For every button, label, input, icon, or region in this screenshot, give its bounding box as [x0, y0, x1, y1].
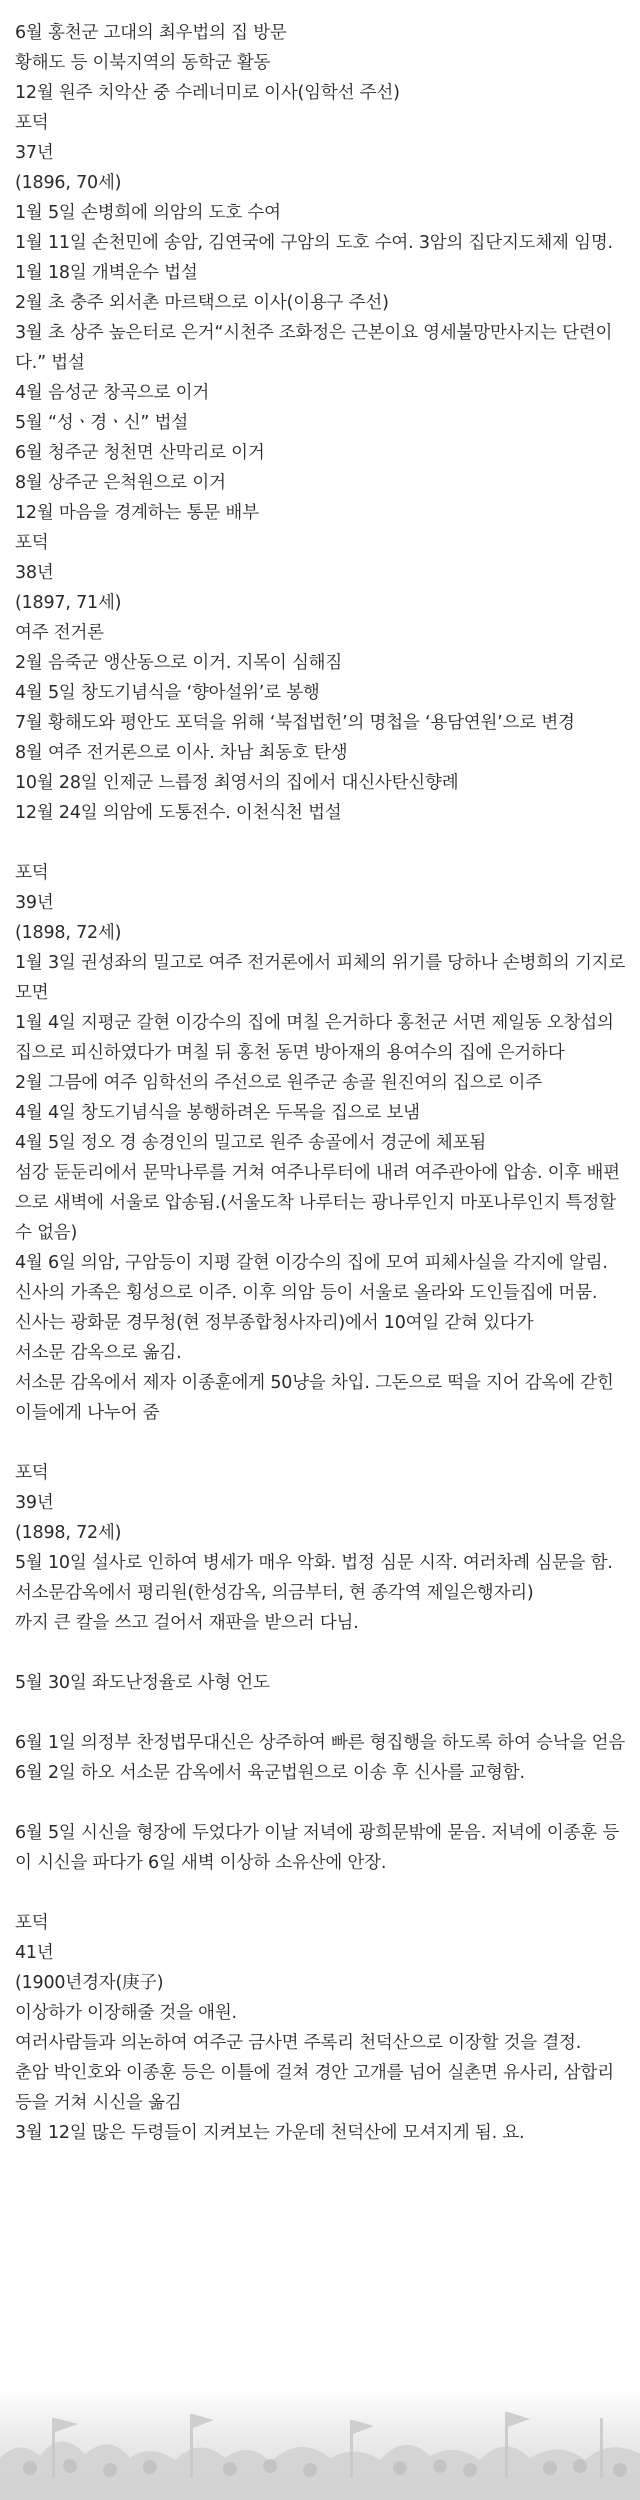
text-line: 8월 상주군 은척원으로 이거 — [15, 473, 226, 493]
text-line: 서소문감옥에서 평리원(한성감옥, 의금부터, 현 종각역 제일은행자리) — [15, 1583, 534, 1603]
text-line: 10월 28일 인제군 느릅정 최영서의 집에서 대신사탄신향례 — [15, 773, 459, 793]
text-line: 6월 1일 의정부 찬정법무대신은 상주하여 빠른 형집행을 하도록 하여 승낙을 얻음 — [15, 1733, 626, 1753]
document-body — [15, 18, 627, 2148]
text-line: 4월 4일 창도기념식을 봉행하려온 두목을 집으로 보냄 — [15, 1103, 420, 1123]
text-line: 6월 홍천군 고대의 최우법의 집 방문 — [15, 23, 287, 43]
text-line: 12월 원주 치악산 중 수레너미로 이사(임학선 주선) — [15, 83, 400, 103]
text-line: (1898, 72세) — [15, 1523, 122, 1543]
text-line: (1897, 71세) — [15, 593, 122, 613]
text-line: 2월 그믐에 여주 임학선의 주선으로 원주군 송골 원진여의 집으로 이주 — [15, 1073, 542, 1093]
text-line: 39년 — [15, 1493, 54, 1513]
text-line: 까지 큰 칼을 쓰고 걸어서 재판을 받으러 다님. — [15, 1613, 359, 1633]
text-line: 포덕 — [15, 863, 49, 883]
text-line: 6월 청주군 청천면 산막리로 이거 — [15, 443, 265, 463]
text-line: 12월 마음을 경계하는 통문 배부 — [15, 503, 259, 523]
text-line: 6월 2일 하오 서소문 감옥에서 육군법원으로 이송 후 신사를 교형함. — [15, 1763, 525, 1783]
text-line: 6월 5일 시신을 형장에 두었다가 이날 저녁에 광희문밖에 묻음. 저녁에 이종훈 등이 시신을 파다가 6일 새벽 이상하 소유산에 안장. — [15, 1823, 620, 1873]
text-line: 3월 12일 많은 두령들이 지켜보는 가운데 천덕산에 모셔지게 됨. 요. — [15, 2123, 525, 2143]
text-line: (1896, 70세) — [15, 173, 122, 193]
text-line: 38년 — [15, 563, 54, 583]
text-line: 포덕 — [15, 533, 49, 553]
text-line: 섬강 둔둔리에서 문막나루를 거쳐 여주나루터에 내려 여주관아에 압송. 이후 배편으로 새벽에 서울로 압송됨.(서울도착 나루터는 광나루인지 마포나루인지 특정할수 없음) — [15, 1163, 620, 1243]
footer-decorative-image — [0, 2388, 640, 2500]
text-line: 4월 5일 정오 경 송경인의 밀고로 원주 송골에서 경군에 체포됨 — [15, 1133, 487, 1153]
blank-line — [15, 1878, 627, 1908]
text-line: 1월 18일 개벽운수 법설 — [15, 263, 198, 283]
crowd-silhouette-image — [0, 2388, 640, 2500]
text-line: 1월 3일 권성좌의 밀고로 여주 전거론에서 피체의 위기를 당하나 손병희의 기지로 모면 — [15, 953, 626, 1003]
text-line: 이상하가 이장해줄 것을 애원. — [15, 2003, 237, 2023]
text-line: 포덕 — [15, 1463, 49, 1483]
text-line: 8월 여주 전거론으로 이사. 차남 최동호 탄생 — [15, 743, 348, 763]
text-line: 서소문 감옥으로 옮김. — [15, 1343, 182, 1363]
text-line: 5월 30일 좌도난정율로 사형 언도 — [15, 1673, 270, 1693]
text-line: (1898, 72세) — [15, 923, 122, 943]
text-line: 춘암 박인호와 이종훈 등은 이틀에 걸쳐 경안 고개를 넘어 실촌면 유사리, 삼합리 등을 거쳐 시신을 옮김 — [15, 2063, 614, 2113]
blank-line — [15, 1788, 627, 1818]
text-line: 4월 6일 의암, 구암등이 지평 갈현 이강수의 집에 모여 피체사실을 각지에 알림. — [15, 1253, 608, 1273]
text-line: 신사의 가족은 횡성으로 이주. 이후 의암 등이 서울로 올라와 도인들집에 머뭄. — [15, 1283, 598, 1303]
text-line: 황해도 등 이북지역의 동학군 활동 — [15, 53, 271, 73]
text-line: 1월 4일 지평군 갈현 이강수의 집에 며칠 은거하다 홍천군 서면 제일동 오창섭의 집으로 피신하였다가 며칠 뒤 홍천 동면 방아재의 용여수의 집에 은거하다 — [15, 1013, 614, 1063]
text-line: 2월 초 충주 외서촌 마르택으로 이사(이용구 주선) — [15, 293, 389, 313]
blank-line — [15, 1638, 627, 1668]
text-line: 1월 11일 손천민에 송암, 김연국에 구암의 도호 수여. 3암의 집단지도체제 임명. — [15, 233, 613, 253]
text-line: 여주 전거론 — [15, 623, 104, 643]
text-line: 39년 — [15, 893, 54, 913]
blank-line — [15, 1698, 627, 1728]
blank-line — [15, 828, 627, 858]
text-line: 신사는 광화문 경무청(현 정부종합청사자리)에서 10여일 갇혀 있다가 — [15, 1313, 534, 1333]
text-line: 37년 — [15, 143, 54, 163]
text-line: 3월 초 상주 높은터로 은거“시천주 조화정은 근본이요 영세불망만사지는 단련이다.” 법설 — [15, 323, 613, 373]
text-line: 5월 10일 설사로 인하여 병세가 매우 악화. 법정 심문 시작. 여러차례 심문을 함. — [15, 1553, 613, 1573]
blank-line — [15, 1428, 627, 1458]
text-line: 41년 — [15, 1943, 54, 1963]
text-line: 서소문 감옥에서 제자 이종훈에게 50냥을 차입. 그돈으로 떡을 지어 감옥에 갇힌 이들에게 나누어 줌 — [15, 1373, 614, 1423]
text-line: 4월 음성군 창곡으로 이거 — [15, 383, 210, 403]
text-line: 포덕 — [15, 113, 49, 133]
text-line: 포덕 — [15, 1913, 49, 1933]
text-line: 2월 음죽군 앵산동으로 이거. 지목이 심해짐 — [15, 653, 343, 673]
text-line: 1월 5일 손병희에 의암의 도호 수여 — [15, 203, 281, 223]
text-line: 12월 24일 의암에 도통전수. 이천식천 법설 — [15, 803, 342, 823]
text-line: 7월 황해도와 평안도 포덕을 위해 ‘북접법헌’의 명첩을 ‘용담연원’으로 변경 — [15, 713, 575, 733]
text-line: 5월 “성ㆍ경ㆍ신” 법설 — [15, 413, 189, 433]
text-line: 여러사람들과 의논하여 여주군 금사면 주록리 천덕산으로 이장할 것을 결정. — [15, 2033, 582, 2053]
text-line: 4월 5일 창도기념식을 ‘향아설위’로 봉행 — [15, 683, 320, 703]
text-line: (1900년경자(庚子) — [15, 1973, 164, 1993]
